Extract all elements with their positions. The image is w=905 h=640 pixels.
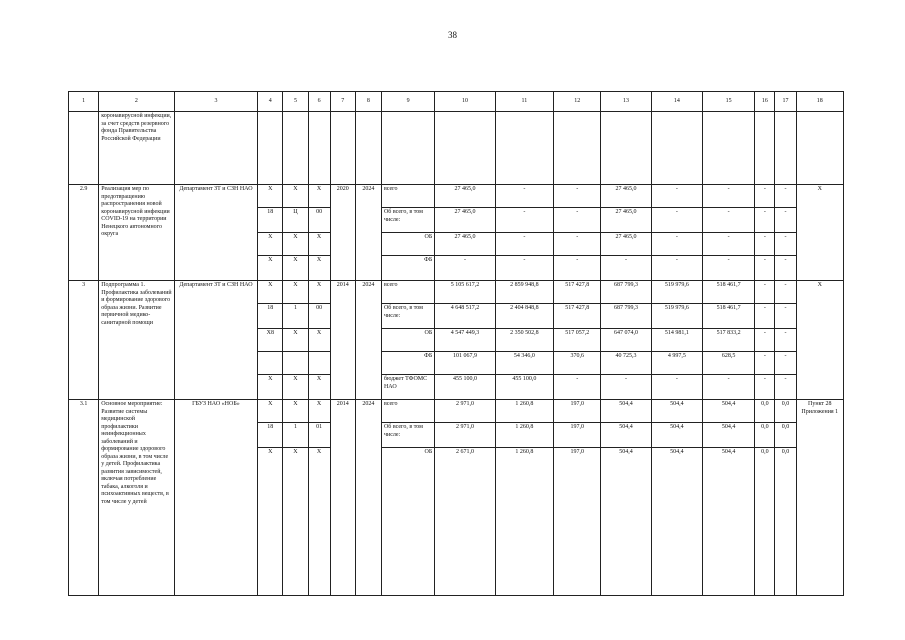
value-cell: - bbox=[554, 375, 601, 400]
value-cell: 197,0 bbox=[554, 448, 601, 596]
code-cell: Х bbox=[258, 281, 283, 304]
num-cell: 3.1 bbox=[69, 400, 99, 596]
value-cell: - bbox=[755, 281, 775, 304]
note-cell: Пункт 28 Приложения 1 bbox=[796, 400, 843, 596]
header-cell: 15 bbox=[703, 92, 755, 112]
header-cell: 6 bbox=[308, 92, 330, 112]
executor-cell: Департамент ЗТ и СЗН НАО bbox=[174, 281, 258, 400]
code-cell: Х bbox=[283, 281, 308, 304]
header-cell: 1 bbox=[69, 92, 99, 112]
code-cell: Х bbox=[308, 448, 330, 596]
code-cell: Х bbox=[283, 233, 308, 256]
value-cell: 519 979,6 bbox=[651, 304, 702, 329]
value-cell: - bbox=[703, 185, 755, 208]
value-cell: - bbox=[601, 256, 651, 281]
empty-cell bbox=[308, 112, 330, 185]
empty-cell bbox=[755, 112, 775, 185]
table-row bbox=[69, 185, 844, 208]
year-start-cell: 2014 bbox=[330, 400, 355, 596]
header-cell: 17 bbox=[775, 92, 796, 112]
value-cell: 517 833,2 bbox=[703, 329, 755, 352]
value-cell: 2 404 848,8 bbox=[495, 304, 553, 329]
header-cell: 14 bbox=[651, 92, 702, 112]
empty-cell bbox=[495, 112, 553, 185]
value-cell: - bbox=[651, 375, 702, 400]
value-cell: - bbox=[755, 233, 775, 256]
source-cell: Об всего, в том числе: bbox=[381, 423, 434, 448]
year-end-cell: 2024 bbox=[355, 400, 381, 596]
note-cell: Х bbox=[796, 185, 843, 281]
code-cell: Х bbox=[283, 256, 308, 281]
note-cell: Х bbox=[796, 281, 843, 400]
header-cell: 12 bbox=[554, 92, 601, 112]
table-row bbox=[69, 281, 844, 304]
desc-cell: Реализация мер по предотвращению распространения новой коронавирусной инфекции COVID-19 на территории Ненецкого автономного округа bbox=[99, 185, 174, 281]
header-cell: 3 bbox=[174, 92, 258, 112]
empty-cell bbox=[330, 112, 355, 185]
value-cell: 517 057,2 bbox=[554, 329, 601, 352]
year-start-cell: 2014 bbox=[330, 281, 355, 400]
code-cell: Х bbox=[308, 329, 330, 352]
num-cell bbox=[69, 112, 99, 185]
code-cell bbox=[283, 352, 308, 375]
source-cell: ОБ bbox=[381, 233, 434, 256]
value-cell: - bbox=[775, 208, 796, 233]
executor-cell: Департамент ЗТ и СЗН НАО bbox=[174, 185, 258, 281]
year-start-cell: 2020 bbox=[330, 185, 355, 281]
value-cell: 504,4 bbox=[601, 423, 651, 448]
header-cell: 16 bbox=[755, 92, 775, 112]
value-cell: - bbox=[755, 304, 775, 329]
table-row bbox=[69, 400, 844, 423]
code-cell: 1 bbox=[283, 304, 308, 329]
value-cell: - bbox=[775, 233, 796, 256]
value-cell: 0,0 bbox=[755, 423, 775, 448]
header-cell: 11 bbox=[495, 92, 553, 112]
code-cell: Х bbox=[258, 375, 283, 400]
code-cell: Х bbox=[258, 185, 283, 208]
value-cell: - bbox=[703, 233, 755, 256]
value-cell: - bbox=[755, 208, 775, 233]
value-cell: 0,0 bbox=[775, 423, 796, 448]
value-cell: 2 350 502,8 bbox=[495, 329, 553, 352]
value-cell: 517 427,8 bbox=[554, 304, 601, 329]
source-cell: всего bbox=[381, 185, 434, 208]
value-cell: - bbox=[755, 329, 775, 352]
value-cell: 0,0 bbox=[755, 400, 775, 423]
value-cell: 504,4 bbox=[703, 423, 755, 448]
source-cell: Об всего, в том числе: bbox=[381, 304, 434, 329]
value-cell: 519 979,6 bbox=[651, 281, 702, 304]
value-cell: 27 465,0 bbox=[435, 185, 495, 208]
value-cell: 2 671,0 bbox=[435, 448, 495, 596]
source-cell: всего bbox=[381, 281, 434, 304]
empty-cell bbox=[381, 112, 434, 185]
code-cell: 00 bbox=[308, 208, 330, 233]
value-cell: - bbox=[495, 208, 553, 233]
value-cell: 54 346,0 bbox=[495, 352, 553, 375]
code-cell: 18 bbox=[258, 304, 283, 329]
code-cell: Х bbox=[258, 233, 283, 256]
empty-cell bbox=[174, 112, 258, 185]
code-cell: Х bbox=[308, 281, 330, 304]
code-cell: Х bbox=[258, 448, 283, 596]
desc-cell: Основное мероприятие: Развитие системы медицинской профилактики неинфекционных заболеваний и формирование здорового образа жизни, в том числе у детей. Профилактика развития зависимостей, включая потребление табака, алкоголя и психоактивных веществ, в том числе у детей bbox=[99, 400, 174, 596]
value-cell: - bbox=[703, 208, 755, 233]
value-cell: 197,0 bbox=[554, 400, 601, 423]
value-cell: 27 465,0 bbox=[435, 208, 495, 233]
header-cell: 10 bbox=[435, 92, 495, 112]
empty-cell bbox=[283, 112, 308, 185]
value-cell: - bbox=[775, 304, 796, 329]
value-cell: - bbox=[495, 233, 553, 256]
year-end-cell: 2024 bbox=[355, 185, 381, 281]
value-cell: 27 465,0 bbox=[435, 233, 495, 256]
header-cell: 9 bbox=[381, 92, 434, 112]
code-cell: 18 bbox=[258, 423, 283, 448]
value-cell: 4 997,5 bbox=[651, 352, 702, 375]
value-cell: 504,4 bbox=[703, 400, 755, 423]
executor-cell: ГБУЗ НАО «НОБ» bbox=[174, 400, 258, 596]
value-cell: 370,6 bbox=[554, 352, 601, 375]
value-cell: - bbox=[755, 185, 775, 208]
value-cell: - bbox=[703, 375, 755, 400]
header-cell: 4 bbox=[258, 92, 283, 112]
value-cell: - bbox=[554, 208, 601, 233]
empty-cell bbox=[554, 112, 601, 185]
value-cell: - bbox=[601, 375, 651, 400]
code-cell bbox=[308, 352, 330, 375]
source-cell: Об всего, в том числе: bbox=[381, 208, 434, 233]
value-cell: - bbox=[755, 256, 775, 281]
value-cell: - bbox=[495, 256, 553, 281]
program-table bbox=[68, 91, 844, 596]
value-cell: 2 971,0 bbox=[435, 400, 495, 423]
value-cell: 27 465,0 bbox=[601, 208, 651, 233]
value-cell: - bbox=[775, 375, 796, 400]
value-cell: - bbox=[775, 185, 796, 208]
value-cell: 101 067,9 bbox=[435, 352, 495, 375]
code-cell: Х bbox=[258, 256, 283, 281]
value-cell: - bbox=[651, 256, 702, 281]
header-cell: 8 bbox=[355, 92, 381, 112]
desc-cell: коронавирусной инфекции, за счет средств резервного фонда Правительства Российской Федерации bbox=[99, 112, 174, 185]
source-cell: ОБ bbox=[381, 448, 434, 596]
empty-cell bbox=[775, 112, 796, 185]
source-cell: бюджет ТФОМС НАО bbox=[381, 375, 434, 400]
value-cell: 647 074,0 bbox=[601, 329, 651, 352]
value-cell: - bbox=[651, 233, 702, 256]
header-cell: 18 bbox=[796, 92, 843, 112]
empty-cell bbox=[435, 112, 495, 185]
value-cell: - bbox=[435, 256, 495, 281]
code-cell: Х bbox=[308, 185, 330, 208]
value-cell: - bbox=[775, 281, 796, 304]
value-cell: - bbox=[755, 352, 775, 375]
code-cell: Х bbox=[283, 400, 308, 423]
header-cell: 7 bbox=[330, 92, 355, 112]
value-cell: 687 799,3 bbox=[601, 304, 651, 329]
value-cell: - bbox=[495, 185, 553, 208]
header-cell: 5 bbox=[283, 92, 308, 112]
value-cell: 27 465,0 bbox=[601, 185, 651, 208]
code-cell: Х bbox=[308, 256, 330, 281]
value-cell: - bbox=[703, 256, 755, 281]
value-cell: 504,4 bbox=[651, 423, 702, 448]
value-cell: - bbox=[554, 233, 601, 256]
code-cell: Х8 bbox=[258, 329, 283, 352]
value-cell: 2 971,0 bbox=[435, 423, 495, 448]
value-cell: 40 725,3 bbox=[601, 352, 651, 375]
code-cell: Х bbox=[308, 233, 330, 256]
value-cell: 1 260,8 bbox=[495, 448, 553, 596]
code-cell: Х bbox=[283, 448, 308, 596]
code-cell: Х bbox=[283, 185, 308, 208]
value-cell: 27 465,0 bbox=[601, 233, 651, 256]
value-cell: 1 260,8 bbox=[495, 423, 553, 448]
value-cell: 4 547 449,3 bbox=[435, 329, 495, 352]
value-cell: - bbox=[651, 208, 702, 233]
value-cell: 504,4 bbox=[651, 400, 702, 423]
desc-cell: Подпрограмма 1. Профилактика заболеваний и формирование здорового образа жизни. Развитие первичной медико-санитарной помощи bbox=[99, 281, 174, 400]
value-cell: - bbox=[554, 256, 601, 281]
empty-cell bbox=[601, 112, 651, 185]
code-cell: 18 bbox=[258, 208, 283, 233]
value-cell: - bbox=[775, 256, 796, 281]
page-number: 38 bbox=[448, 30, 457, 40]
value-cell: - bbox=[755, 375, 775, 400]
code-cell: Х bbox=[283, 329, 308, 352]
value-cell: 518 461,7 bbox=[703, 281, 755, 304]
empty-cell bbox=[258, 112, 283, 185]
year-end-cell: 2024 bbox=[355, 281, 381, 400]
empty-cell bbox=[651, 112, 702, 185]
code-cell bbox=[258, 352, 283, 375]
value-cell: - bbox=[554, 185, 601, 208]
value-cell: 518 461,7 bbox=[703, 304, 755, 329]
code-cell: 01 bbox=[308, 423, 330, 448]
value-cell: - bbox=[775, 352, 796, 375]
empty-cell bbox=[355, 112, 381, 185]
value-cell: 517 427,8 bbox=[554, 281, 601, 304]
value-cell: 504,4 bbox=[601, 400, 651, 423]
code-cell: Х bbox=[283, 375, 308, 400]
value-cell: 504,4 bbox=[651, 448, 702, 596]
value-cell: 687 799,3 bbox=[601, 281, 651, 304]
num-cell: 3 bbox=[69, 281, 99, 400]
code-cell: Х bbox=[308, 400, 330, 423]
header-cell: 13 bbox=[601, 92, 651, 112]
code-cell: 00 bbox=[308, 304, 330, 329]
value-cell: 504,4 bbox=[601, 448, 651, 596]
header-row bbox=[69, 92, 844, 112]
empty-cell bbox=[703, 112, 755, 185]
value-cell: 0,0 bbox=[775, 400, 796, 423]
num-cell: 2.9 bbox=[69, 185, 99, 281]
value-cell: 628,5 bbox=[703, 352, 755, 375]
value-cell: 2 859 948,8 bbox=[495, 281, 553, 304]
header-cell: 2 bbox=[99, 92, 174, 112]
value-cell: 5 105 617,2 bbox=[435, 281, 495, 304]
source-cell: ОБ bbox=[381, 329, 434, 352]
source-cell: ФБ bbox=[381, 256, 434, 281]
value-cell: - bbox=[775, 329, 796, 352]
value-cell: 4 648 517,2 bbox=[435, 304, 495, 329]
value-cell: - bbox=[651, 185, 702, 208]
code-cell: Х bbox=[258, 400, 283, 423]
table-row bbox=[69, 112, 844, 185]
value-cell: 197,0 bbox=[554, 423, 601, 448]
empty-cell bbox=[796, 112, 843, 185]
source-cell: ФБ bbox=[381, 352, 434, 375]
value-cell: 504,4 bbox=[703, 448, 755, 596]
code-cell: Ц bbox=[283, 208, 308, 233]
value-cell: 0,0 bbox=[775, 448, 796, 596]
value-cell: 455 100,0 bbox=[435, 375, 495, 400]
value-cell: 455 100,0 bbox=[495, 375, 553, 400]
value-cell: 1 260,8 bbox=[495, 400, 553, 423]
value-cell: 514 981,1 bbox=[651, 329, 702, 352]
code-cell: Х bbox=[308, 375, 330, 400]
code-cell: 1 bbox=[283, 423, 308, 448]
value-cell: 0,0 bbox=[755, 448, 775, 596]
source-cell: всего bbox=[381, 400, 434, 423]
